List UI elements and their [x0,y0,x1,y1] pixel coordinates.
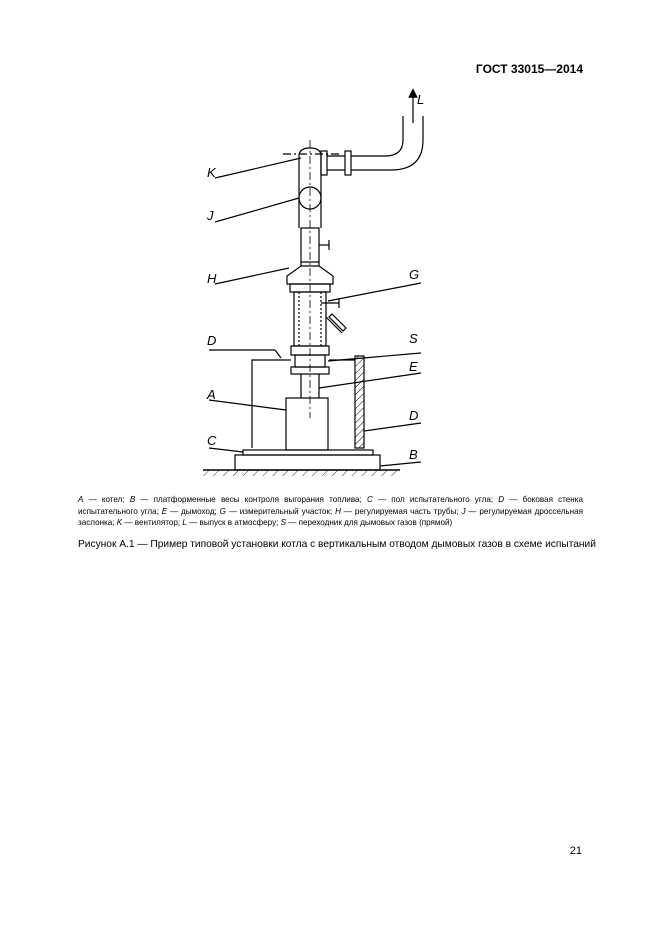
probe [326,317,342,333]
legend-item: J — регулируемая дроссельная заслонка; [78,506,583,527]
test-corner-back-wall [252,360,291,448]
legend-item: S — переходник для дымовых газов (прямой) [280,518,453,527]
boiler-installation-diagram [195,88,495,483]
legend-item: D — боковая стенка испытательного угла; [78,495,583,516]
legend-item: C — пол испытательного угла; [366,495,499,504]
figure-legend [78,494,583,529]
page-number: 21 [569,845,582,857]
label-A: A [207,387,216,402]
label-L: L [417,92,425,107]
ground-hatch [203,470,400,476]
label-H: H [207,271,217,286]
label-G: G [409,267,420,282]
legend-item: A — котел; [78,495,130,504]
legend-item: K — вентилятор; [116,518,183,527]
legend-item: L — выпуск в атмосферу; [182,518,281,527]
label-E: E [409,359,418,374]
figure-caption: Рисунок А.1 — Пример типовой установки котла с вертикальным отводом дымовых газов в схеме испытаний [78,539,596,550]
flange-right [345,151,351,175]
legend-item: G — измерительный участок; [219,506,336,516]
platform-scales [235,455,380,470]
boiler [286,398,328,450]
outlet-pipe-upper [351,116,403,156]
legend-item: H — регулируемая часть трубы; [335,506,462,516]
test-corner-floor [243,450,373,455]
label-S: S [409,331,418,346]
standard-header: ГОСТ 33015—2014 [475,62,583,76]
label-D-side: D [409,408,419,423]
legend-item: B — платформенные весы контроля выгорания топлива; [129,495,367,504]
legend-item: E — дымоход; [161,506,220,516]
label-C: C [207,433,217,448]
label-J: J [207,208,214,223]
side-wall [355,356,364,448]
outlet-pipe-lower [351,116,423,170]
label-K: K [207,165,216,180]
label-B: B [409,447,418,462]
label-D-top: D [207,333,217,348]
flange-left [321,151,327,175]
